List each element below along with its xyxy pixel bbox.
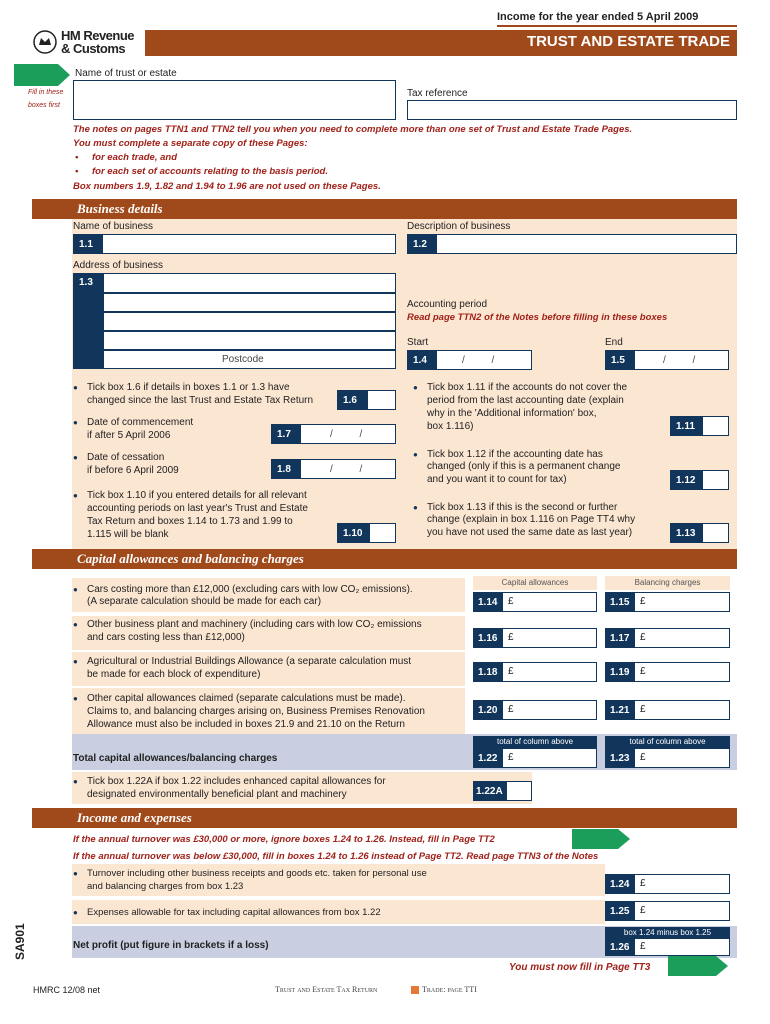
address-line-2[interactable] (103, 293, 396, 312)
pound-1-21: £ (640, 704, 646, 715)
income-expenses-header (32, 808, 737, 828)
box-1-6: 1.6 (337, 390, 367, 410)
box-1-21: 1.21 (605, 700, 635, 720)
tick-1-10-text-a: ● Tick box 1.10 if you entered details for all relevant (87, 489, 307, 502)
tax-ref-label: Tax reference (407, 88, 468, 99)
business-name-field[interactable] (73, 234, 396, 254)
pound-1-16: £ (508, 632, 514, 643)
checkbox-1-22a[interactable] (506, 781, 532, 801)
box-1-15: 1.15 (605, 592, 635, 612)
business-name-label: Name of business (73, 221, 154, 232)
box-1-16: 1.16 (473, 628, 503, 648)
intro-note-4: for each set of accounts relating to the basis period. (92, 166, 328, 177)
fill-note-1: Fill in these (28, 89, 64, 96)
commencement-label-b: if after 5 April 2006 (87, 430, 171, 441)
cessation-label-a: ● Date of cessation (87, 451, 164, 464)
tick-1-10-text-c: Tax Return and boxes 1.14 to 1.73 and 1.99 to (87, 516, 293, 527)
checkbox-1-6[interactable] (367, 390, 396, 410)
pound-1-18: £ (508, 666, 514, 677)
box-1-11: 1.11 (670, 416, 702, 436)
commencement-date-separators: / / (330, 429, 363, 440)
intro-note-4-bullet: • (75, 166, 79, 177)
crown-crest-icon (33, 30, 57, 54)
row-other-plant-text-b: and cars costing less than £12,000) (87, 632, 245, 643)
capital-allowances-header (32, 549, 737, 569)
row-enhanced-ca-text-a: ● Tick box 1.22A if box 1.22 includes enhanced capital allowances for (87, 775, 386, 788)
checkbox-1-10[interactable] (369, 523, 396, 543)
intro-note-3: for each trade, and (92, 152, 177, 163)
pound-1-17: £ (640, 632, 646, 643)
green-arrow-icon (14, 64, 70, 86)
income-note-1: If the annual turnover was £30,000 or more, ignore boxes 1.24 to 1.26. Instead, fill in Page TT2 (73, 834, 495, 845)
box-1-17: 1.17 (605, 628, 635, 648)
end-label: End (605, 337, 623, 348)
business-desc-label: Description of business (407, 221, 511, 232)
pound-1-24: £ (640, 878, 646, 889)
box-1-18: 1.18 (473, 662, 503, 682)
address-label: Address of business (73, 260, 164, 271)
intro-note-5: Box numbers 1.9, 1.82 and 1.94 to 1.96 are not used on these Pages. (73, 181, 381, 192)
row-buildings-allowance-text-a: ● Agricultural or Industrial Buildings Allowance (a separate calculation must (87, 655, 411, 668)
tick-1-11-text-c: why in the 'Additional information' box, (427, 408, 597, 419)
box-1-3: 1.3 (79, 277, 93, 288)
address-line-3[interactable] (103, 312, 396, 331)
pound-1-15: £ (640, 596, 646, 607)
checkbox-1-13[interactable] (702, 523, 729, 543)
pound-1-25: £ (640, 905, 646, 916)
tax-ref-field[interactable] (407, 100, 737, 120)
business-desc-field[interactable] (407, 234, 737, 254)
tick-1-11-text-a: ● Tick box 1.11 if the accounts do not cover the (427, 381, 627, 394)
tick-1-12-text-c: and you want it to count for tax) (427, 474, 567, 485)
row-buildings-allowance-text-b: be made for each block of expenditure) (87, 669, 261, 680)
green-arrow-tt2-icon (572, 829, 630, 849)
net-profit-label: Net profit (put figure in brackets if a loss) (73, 940, 269, 951)
footer-separator-square (411, 986, 419, 994)
income-expenses-title: Income and expenses (77, 810, 192, 825)
cessation-label-b: if before 6 April 2009 (87, 465, 179, 476)
turnover-text-a: ● Turnover including other business receipts and goods etc. taken for personal use (87, 867, 427, 880)
business-details-title: Business details (77, 201, 163, 216)
row-cars-over-12000-text-a: ● Cars costing more than £12,000 (excluding cars with low CO₂ emissions). (87, 583, 413, 596)
box-1-8: 1.8 (271, 459, 301, 479)
fill-next-page-note: You must now fill in Page TT3 (509, 962, 651, 973)
box-1-7: 1.7 (271, 424, 301, 444)
checkbox-1-11[interactable] (702, 416, 729, 436)
box-1-2: 1.2 (407, 234, 437, 254)
box-1-19: 1.19 (605, 662, 635, 682)
form-title: TRUST AND ESTATE TRADE (526, 33, 730, 50)
fill-note-2: boxes first (28, 102, 60, 109)
expenses-text: ● Expenses allowable for tax including capital allowances from box 1.22 (87, 906, 381, 919)
footer-page: Trade: page TTI (422, 985, 477, 994)
box-1-22: 1.22 (473, 748, 503, 768)
logo-line2: & Customs (61, 41, 126, 56)
trust-name-label: Name of trust or estate (75, 68, 177, 79)
period-banner: Income for the year ended 5 April 2009 (497, 8, 737, 27)
start-label: Start (407, 337, 429, 348)
row-other-ca-text-b: Claims to, and balancing charges arising on, Business Premises Renovation (87, 706, 425, 717)
postcode-label: Postcode (222, 354, 264, 365)
logo-line1: HM Revenue (61, 28, 135, 43)
accounting-period-label: Accounting period (407, 299, 488, 310)
income-note-2: If the annual turnover was below £30,000, fill in boxes 1.24 to 1.26 instead of Page TT2. Read page TTN3 of the Notes (73, 851, 599, 862)
row-other-ca-text-a: ● Other capital allowances claimed (separate calculations must be made). (87, 692, 406, 705)
capital-allowances-title: Capital allowances and balancing charges (77, 551, 304, 566)
end-date-separators: / / (663, 355, 696, 366)
tick-1-6-text-a: ● Tick box 1.6 if details in boxes 1.1 or 1.3 have (87, 381, 290, 394)
row-other-plant-text-a: ● Other business plant and machinery (including cars with low CO₂ emissions (87, 618, 422, 631)
col-header-balancing-charges: Balancing charges (605, 576, 730, 590)
intro-note-1: The notes on pages TTN1 and TTN2 tell you when you need to complete more than one set of Trust and Estate Trade Pages. (73, 124, 633, 135)
box-1-23: 1.23 (605, 748, 635, 768)
box-1-12: 1.12 (670, 470, 702, 490)
tick-1-6-text-b: changed since the last Trust and Estate Tax Return (87, 395, 314, 406)
total-col2-caption: total of column above (605, 736, 730, 748)
tick-1-10-text-d: 1.115 will be blank (87, 529, 169, 540)
pound-1-20: £ (508, 704, 514, 715)
box-1-26: 1.26 (605, 938, 635, 956)
box-1-22a: 1.22A (473, 781, 506, 801)
tick-1-12-text-a: ● Tick box 1.12 if the accounting date has (427, 448, 603, 461)
intro-note-3-bullet: • (75, 152, 79, 163)
tick-1-13-text-a: ● Tick box 1.13 if this is the second or further (427, 501, 617, 514)
net-calc-caption: box 1.24 minus box 1.25 (605, 927, 730, 939)
box-1-5: 1.5 (605, 350, 635, 370)
commencement-label-a: ● Date of commencement (87, 416, 193, 429)
pound-1-14: £ (508, 596, 514, 607)
tick-1-13-text-b: change (explain in box 1.116 on Page TT4 why (427, 514, 636, 525)
pound-1-19: £ (640, 666, 646, 677)
total-col1-caption: total of column above (473, 736, 597, 748)
col-header-capital-allowances: Capital allowances (473, 576, 597, 590)
box-1-4: 1.4 (407, 350, 437, 370)
pound-1-23: £ (640, 752, 646, 763)
accounting-period-note: Read page TTN2 of the Notes before filling in these boxes (407, 312, 668, 323)
box-1-25: 1.25 (605, 901, 635, 921)
box-1-14: 1.14 (473, 592, 503, 612)
row-enhanced-ca-text-b: designated environmentally beneficial plant and machinery (87, 789, 347, 800)
pound-1-26: £ (640, 941, 646, 952)
address-line-4[interactable] (103, 331, 396, 350)
pound-1-22: £ (508, 752, 514, 763)
total-capital-label: Total capital allowances/balancing charges (73, 753, 278, 764)
side-form-code: SA901 (13, 923, 27, 960)
trust-name-field[interactable] (73, 80, 396, 120)
address-line-1[interactable] (103, 273, 396, 293)
checkbox-1-12[interactable] (702, 470, 729, 490)
row-other-ca-text-c: Allowance must also be included in boxes 21.9 and 21.10 on the Return (87, 719, 405, 730)
tick-1-10-text-b: accounting periods on last year's Trust and Estate (87, 503, 308, 514)
business-details-header (32, 199, 737, 219)
row-cars-over-12000-text-b: (A separate calculation should be made for each car) (87, 596, 322, 607)
box-1-10: 1.10 (337, 523, 369, 543)
box-1-24: 1.24 (605, 874, 635, 894)
logo (33, 28, 143, 56)
tick-1-11-text-b: period from the last accounting date (explain (427, 395, 624, 406)
box-1-1: 1.1 (73, 234, 103, 254)
tick-1-13-text-c: you have not used the same date as last year) (427, 527, 633, 538)
footer-code: HMRC 12/08 net (33, 985, 101, 995)
box-1-20: 1.20 (473, 700, 503, 720)
turnover-text-b: and balancing charges from box 1.23 (87, 881, 244, 892)
cessation-date-separators: / / (330, 464, 363, 475)
green-arrow-tt3-icon (668, 956, 728, 976)
tick-1-11-text-d: box 1.116) (427, 421, 474, 432)
box-1-13: 1.13 (670, 523, 702, 543)
intro-note-2: You must complete a separate copy of these Pages: (73, 138, 308, 149)
tick-1-12-text-b: changed (only if this is a permanent change (427, 461, 621, 472)
start-date-separators: / / (462, 355, 495, 366)
footer-title: Trust and Estate Tax Return (275, 985, 378, 994)
